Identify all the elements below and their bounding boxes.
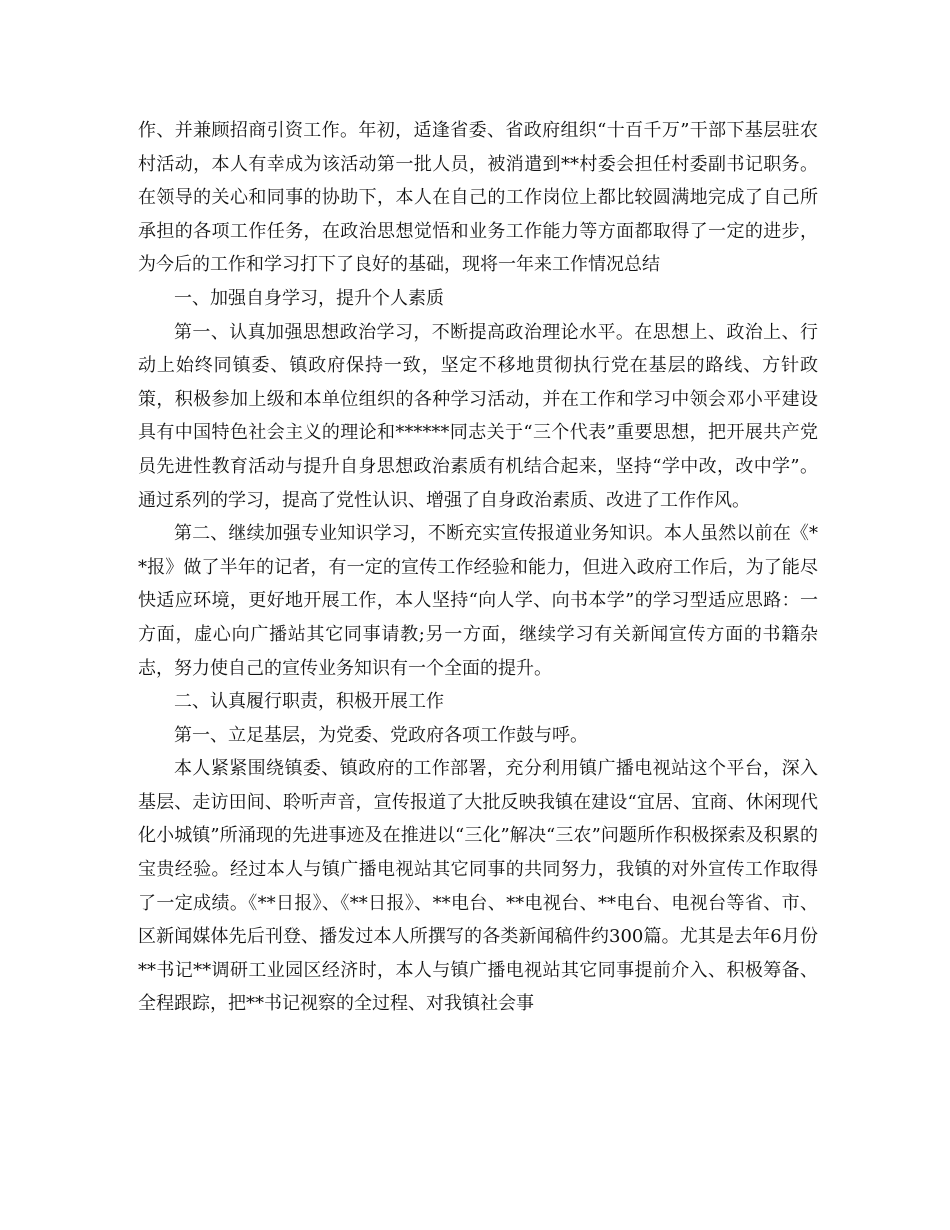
section-heading-2: 二、认真履行职责，积极开展工作 xyxy=(174,691,444,713)
section-heading-1: 一、加强自身学习，提升个人素质 xyxy=(174,287,444,309)
paragraph-news-work: 本人紧紧围绕镇委、镇政府的工作部署，充分利用镇广播电视站这个平台，深入基层、走访田间、聆听声音，宣传报道了大批反映我镇在建设“宜居、宜商、休闲现代化小城镇”所涌现的先进事迹及在推进以“三化”解决“三农”问题所作积极探索及积累的宝贵经验。经过本人与镇广播电视站其它同事的共同努力，我镇的对外宣传工作取得了一定成绩。《**日报》、《**日报》、**电台、**电视台、**电台、电视台等省、市、区新闻媒体先后刊登、播发过本人所撰写的各类新闻稿件约300篇。尤其是去年6月份**书记**调研工业园区经济时，本人与镇广播电视站其它同事提前介入、积极筹备、全程跟踪，把**书记视察的全过程、对我镇社会事 xyxy=(138,758,818,1015)
paragraph-continued-intro: 作、并兼顾招商引资工作。年初，适逢省委、省政府组织“十百千万”干部下基层驻农村活动，本人有幸成为该活动第一批人员，被消遣到**村委会担任村委副书记职务。在领导的关心和同事的协助下，本人在自己的工作岗位上都比较圆满地完成了自己所承担的各项工作任务，在政治思想觉悟和业务工作能力等方面都取得了一定的进步，为今后的工作和学习打下了良好的基础，现将一年来工作情况总结 xyxy=(138,120,818,276)
document-body xyxy=(138,114,818,1021)
paragraph-professional-study: 第二、继续加强专业知识学习，不断充实宣传报道业务知识。本人虽然以前在《**报》做了半年的记者，有一定的宣传工作经验和能力，但进入政府工作后，为了能尽快适应环境，更好地开展工作，本人坚持“向人学、向书本学”的学习型适应思路：一方面，虚心向广播站其它同事请教;另一方面，继续学习有关新闻宣传方面的书籍杂志，努力使自己的宣传业务知识有一个全面的提升。 xyxy=(138,523,818,679)
paragraph-political-study: 第一、认真加强思想政治学习，不断提高政治理论水平。在思想上、政治上、行动上始终同镇委、镇政府保持一致，坚定不移地贯彻执行党在基层的路线、方针政策，积极参加上级和本单位组织的各种学习活动，并在工作和学习中领会邓小平建设具有中国特色社会主义的理论和******同志关于“三个代表”重要思想，把开展共产党员先进性教育活动与提升自身思想政治素质有机结合起来，坚持“学中改，改中学”。通过系列的学习，提高了党性认识、增强了自身政治素质、改进了工作作风。 xyxy=(138,321,818,511)
subsection-heading-1: 第一、立足基层，为党委、党政府各项工作鼓与呼。 xyxy=(174,724,588,746)
